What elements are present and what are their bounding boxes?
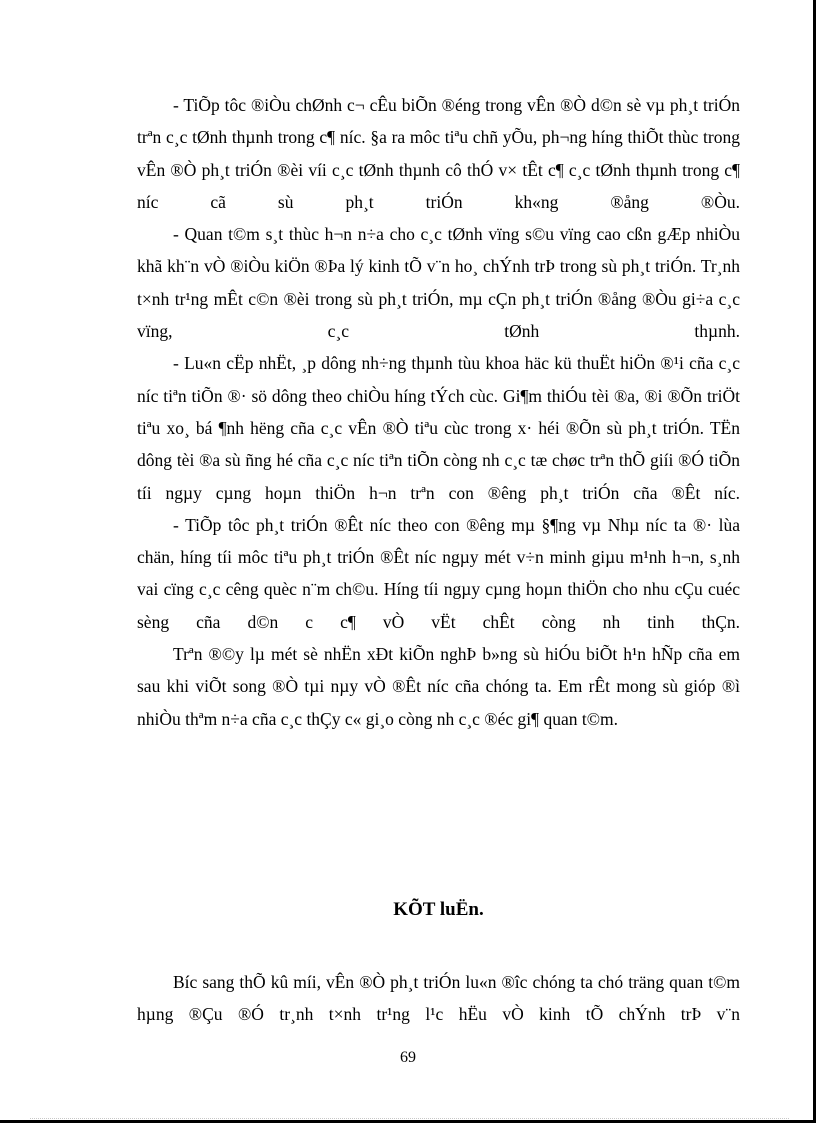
closing-text bbox=[137, 966, 740, 1031]
paragraph-2: - Quan t©m s¸t thùc h¬n n÷a cho c¸c tØnh vïng s©u vïng cao cßn gÆp nhiÒu khã kh¨n vÒ ®iÒu kiÖn ®Þa lý kinh tÕ v¨n ho¸ chÝnh trÞ trong sù ph¸t triÓn. Tr¸nh t×nh tr¹ng mÊt c©n ®èi trong sù ph¸t triÓn, mµ cÇn ph¸t triÓn ®ång ®Òu gi÷a c¸c vïng, c¸c tØnh thµnh. bbox=[137, 224, 740, 342]
paragraph-3: - Lu«n cËp nhËt, ¸p dông nh÷ng thµnh tùu khoa häc kü thuËt hiÖn ®¹i cña c¸c níc tiªn tiÕn ®· sö dông theo chiÒu híng tÝch cùc. Gi¶m thiÓu tèi ®a, ®i ®Õn triÖt tiªu xo¸ bá ¶nh hëng cña c¸c vÊn ®Ò tiªu cùc trong x· héi ®Õn sù ph¸t triÓn. TËn dông tèi ®a sù ñng hé cña c¸c níc tiªn tiÕn còng nh c¸c tæ chøc trªn thÕ giíi ®Ó tiÕn tíi ngµy cµng hoµn thiÖn h¬n trªn con ®êng ph¸t triÓn cña ®Êt níc. bbox=[137, 353, 740, 503]
footer-divider bbox=[30, 1118, 789, 1119]
closing-paragraph: Bíc sang thÕ kû míi, vÊn ®Ò ph¸t triÓn lu«n ®îc chóng ta chó träng quan t©m hµng ®Çu ®Ó tr¸nh t×nh tr¹ng l¹c hËu vÒ kinh tÕ chÝnh trÞ v¨n bbox=[137, 972, 740, 1025]
section-heading: KÕT luËn. bbox=[393, 899, 484, 920]
paragraph-1: - TiÕp tôc ®iÒu chØnh c¬ cÊu biÕn ®éng trong vÊn ®Ò d©n sè vµ ph¸t triÓn trªn c¸c tØnh thµnh trong c¶ níc. §a ra môc tiªu chñ yÕu, ph¬ng híng thiÕt thùc trong vÊn ®Ò ph¸t triÓn ®èi víi c¸c tØnh thµnh cô thÓ v× tÊt c¶ c¸c tØnh thµnh trong c¶ níc cã sù ph¸t triÓn kh«ng ®ång ®Òu. bbox=[137, 95, 740, 212]
page-number: 69 bbox=[400, 1049, 416, 1066]
body-text bbox=[137, 89, 740, 735]
paragraph-4: - TiÕp tôc ph¸t triÓn ®Êt níc theo con ®êng mµ §¶ng vµ Nhµ níc ta ®· lùa chän, híng tíi môc tiªu ph¸t triÓn ®Êt níc ngµy mét v÷n minh giµu m¹nh h¬n, s¸nh vai cïng c¸c cêng quèc n¨m ch©u. Híng tíi ngµy cµng hoµn thiÖn cho nhu cÇu cuéc sèng cña d©n c c¶ vÒ vËt chÊt còng nh tinh thÇn. bbox=[137, 514, 740, 632]
paragraph-5: Trªn ®©y lµ mét sè nhËn xÐt kiÕn nghÞ b»ng sù hiÓu biÕt h¹n hÑp cña em sau khi viÕt song ®Ò tµi nµy vÒ ®Êt níc cña chóng ta. Em rÊt mong sù gióp ®ì nhiÒu thªm n÷a cña c¸c thÇy c« gi¸o còng nh c¸c ®éc gi¶ quan t©m. bbox=[137, 644, 740, 729]
